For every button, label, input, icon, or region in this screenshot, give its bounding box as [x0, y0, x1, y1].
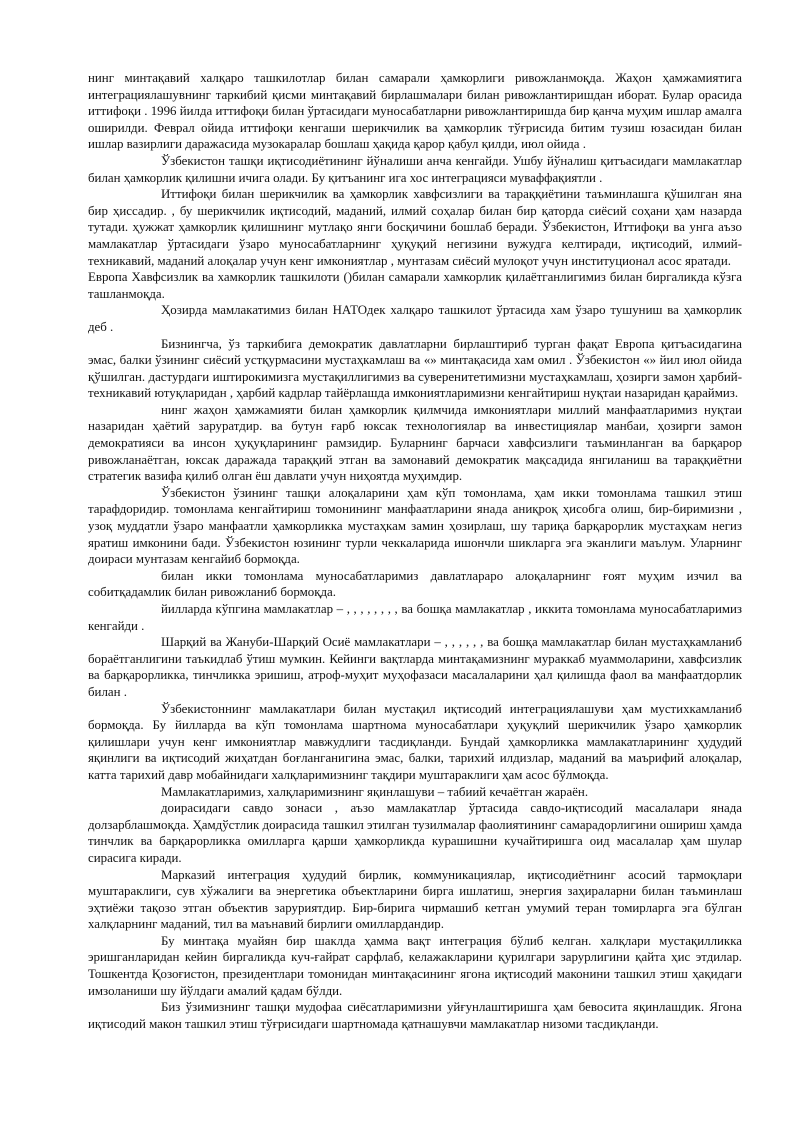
- paragraph: йилларда кўпгина мамлакатлар – , , , , , , , , ва бошқа мамлакатлар , иккита томонлама муносабатларимиз кенгайди .: [88, 602, 742, 633]
- paragraph: Европа Хавфсизлик ва хамкорлик ташкилоти ()билан самарали хамкорлик қилаётганлигимиз билан биргаликда кўзга ташланмоқда.: [88, 270, 742, 301]
- paragraph: Шарқий ва Жануби-Шарқий Осиё мамлакатлари – , , , , , , ва бошқа мамлакатлар билан мустаҳкамланиб бораётганлигини таъкидлаб ўтиш мумкин. Кейинги вақтларда минтақамизнинг мураккаб муаммоларини, хавфсизлик ва барқарорликка, тинчликка эришиш, атроф-муҳит муҳофазаси масалаларини ҳал қилишда фаол ва манфаатдорлик билан .: [88, 635, 742, 699]
- paragraph: Ўзбекистон ташқи иқтисодиётининг йўналиши анча кенгайди. Ушбу йўналиш қитъасидаги мамлакатлар билан ҳамкорлик қилишни ичига олади. Бу қитъанинг ига хос интеграцияси муваффақиятли .: [88, 153, 742, 185]
- paragraph: Бу минтақа муайян бир шаклда ҳамма вақт интеграция бўлиб келган. халқлари мустақилликка эришганларидан кейин биргаликда куч-ғайрат сарфлаб, келажакларини қурилгари зарурлигини қайта ҳис этдилар. Тошкентда Қозоғистон, президентлари томонидан минтақасининг ягона иқтисодий маконини ташкил этиш ҳақидаги имзоланиши шу йўлдаги амалий қадам бўлди.: [88, 933, 742, 998]
- paragraph: нинг минтақавий халқаро ташкилотлар билан самарали ҳамкорлиги ривожланмоқда. Жаҳон ҳамжамиятига интеграциялашувнинг таркибий қисми минтақавий бирлашмалари билан ривожлантиришдан иборат. Булар орасида иттифоқи . 1996 йилда иттифоқи билан ўртасидаги муносабатларни ривожлантиришда бир қанча муҳим ишлар амалга оширилди. Феврал ойида иттифоқи кенгаши шерикчилик ва ҳамкорлик тўғрисида битим тузиш юзасидан билан ишлар вазирлиги даражасида музокаралар бошлаш ҳақида қарор қабул қилди, июл ойида .: [88, 71, 742, 152]
- paragraph: билан икки томонлама муносабатларимиз давлатлараро алоқаларнинг ғоят муҳим изчил ва собитқадамлик билан ривожланиб бормоқда.: [88, 568, 742, 600]
- paragraph: доирасидаги савдо зонаси , аъзо мамлакатлар ўртасида савдо-иқтисодий масалалари янада долзарблашмоқда. Ҳамдўстлик доирасида ташкил этилган тузилмалар фаолиятининг самарадорлигини ошириш ҳамда тинчлик ва барқарорликка омилларга қарши ҳамкорликда курашишни кучайтиришга оид масалалар ҳам шулар сирасига киради.: [88, 801, 742, 865]
- paragraph: Марказий интеграция ҳудудий бирлик, коммуникациялар, иқтисодиётнинг асосий тармоқлари муштараклиги, сув хўжалиги ва энергетика объектларини бирга ишлатиш, энергия заҳираларни билан таъминлаш эҳтиёжи тақозо этган объектив заруриятдир. Бир-бирига чирмашиб кетган умумий теран томирларга эга бўлган халқларнинг маданий, тил ва маънавий бирлиги омиллардандир.: [88, 867, 742, 932]
- paragraph: Ҳозирда мамлакатимиз билан НАТОдек халқаро ташкилот ўртасида хам ўзаро тушуниш ва ҳамкорлик деб .: [88, 303, 742, 334]
- paragraph: Бизнингча, ўз таркибига демократик давлатларни бирлаштириб турган фақат Европа қитъасидагина эмас, балки ўзининг сиёсий устқурмасини мустаҳкамлаш ва «» минтақасида хам омил . Ўзбекистон «» йил июл ойида қўшилган. дастурдаги иштирокимизга мустақиллигимиз ва суверенитетимизни мустаҳкамлаш, ҳозирги замон ҳарбий-техникавий ютуқларидан , ҳарбий кадрлар тайёрлашда имкониятларимизни кенгайтириш нуқтаи назаридан қараймиз.: [88, 336, 742, 401]
- paragraph: Биз ўзимизнинг ташқи мудофаа сиёсатларимизни уйғунлаштиришга ҳам бевосита яқинлашдик. Ягона иқтисодий макон ташкил этиш тўғрисидаги шартномада қатнашувчи мамлакатлар низоми тасдиқланди.: [88, 1000, 742, 1031]
- paragraph: Иттифоқи билан шерикчилик ва ҳамкорлик хавфсизлиги ва тараққиётини таъминлашга қўшилган яна бир ҳиссадир. , бу шерикчилик иқтисодий, маданий, илмий соҳалар билан бир қаторда сиёсий соҳани ҳам назарда тутади. ҳужжат ҳамкорлик қилишнинг мутлақо янги босқичини бошлаб беради. Ўзбекистон, Иттифоқи ва унга аъзо мамлакатлар ўртасидаги ўзаро муносабатларнинг ҳуқуқий негизини вужудга келтиради, иқтисодий, илмий-техникавий, маданий алоқалар учун кенг имкониятлар , мунтазам сиёсий мулоқот учун институционал асос яратади.: [88, 187, 742, 268]
- paragraph: Ўзбекистоннинг мамлакатлари билан мустақил иқтисодий интеграциялашуви ҳам мустихкамланиб бормоқда. Бу йилларда ва кўп томонлама шартнома муносабатлари ҳуқуқлий шерикчилик ўзаро ҳамкорлик қилишлари учун кенг имкониятлар мавжудлиги тасдиқланди. Бундай ҳамкорликка мамлакатларининг ҳудудий яқинлиги ва иқтисодий жиҳатдан боғланганигина эмас, балки, тарихий илдизлар, маданий ва маърифий алоқалар, катта тарихий давр мобайнидаги халқларимизнинг тақдири муштараклиги ҳам асос бўлмоқда.: [88, 701, 742, 782]
- document-page: [88, 70, 742, 1032]
- paragraph: нинг жаҳон ҳамжамияти билан ҳамкорлик қилмчида имкониятлари миллий манфаатларимиз нуқтаи назаридан ҳаётий заруратдир. ва бутун ғарб юксак технологиялар ва инвестициялар манбаи, ҳозирги замон демократияси ва инсон ҳуқуқларининг рамзидир. Буларнинг барчаси хавфсизлиги таъминланган ва барқарор ривожланаётган, юксак даражада тараққий этган ва замонавий демократик мақсадида янгиланиш ва тараққиётни стратегик вазифа қилиб олган ёш давлати учун ниҳоятда муҳимдир.: [88, 402, 742, 484]
- paragraph: Мамлакатларимиз, халқларимизнинг яқинлашуви – табиий кечаётган жараён.: [161, 784, 589, 799]
- paragraph: Ўзбекистон ўзининг ташқи алоқаларини ҳам кўп томонлама, ҳам икки томонлама ташкил этиш тарафдоридир. томонлама кенгайтириш томонининг манфаатларини янада аниқроқ ҳисобга олиш, бир-биримизни , узоқ муддатли ўзаро манфаатли ҳамкорликка мустаҳкам замин ҳозирлаш, шу тариқа барқарорлик мустаҳкам негиз яратиш имконини бади. Ўзбекистон юзининг турли чеккаларида ишончли шикларга эга эканлиги маълум. Уларнинг доираси мунтазам кенгайиб бормоқда.: [88, 485, 742, 567]
